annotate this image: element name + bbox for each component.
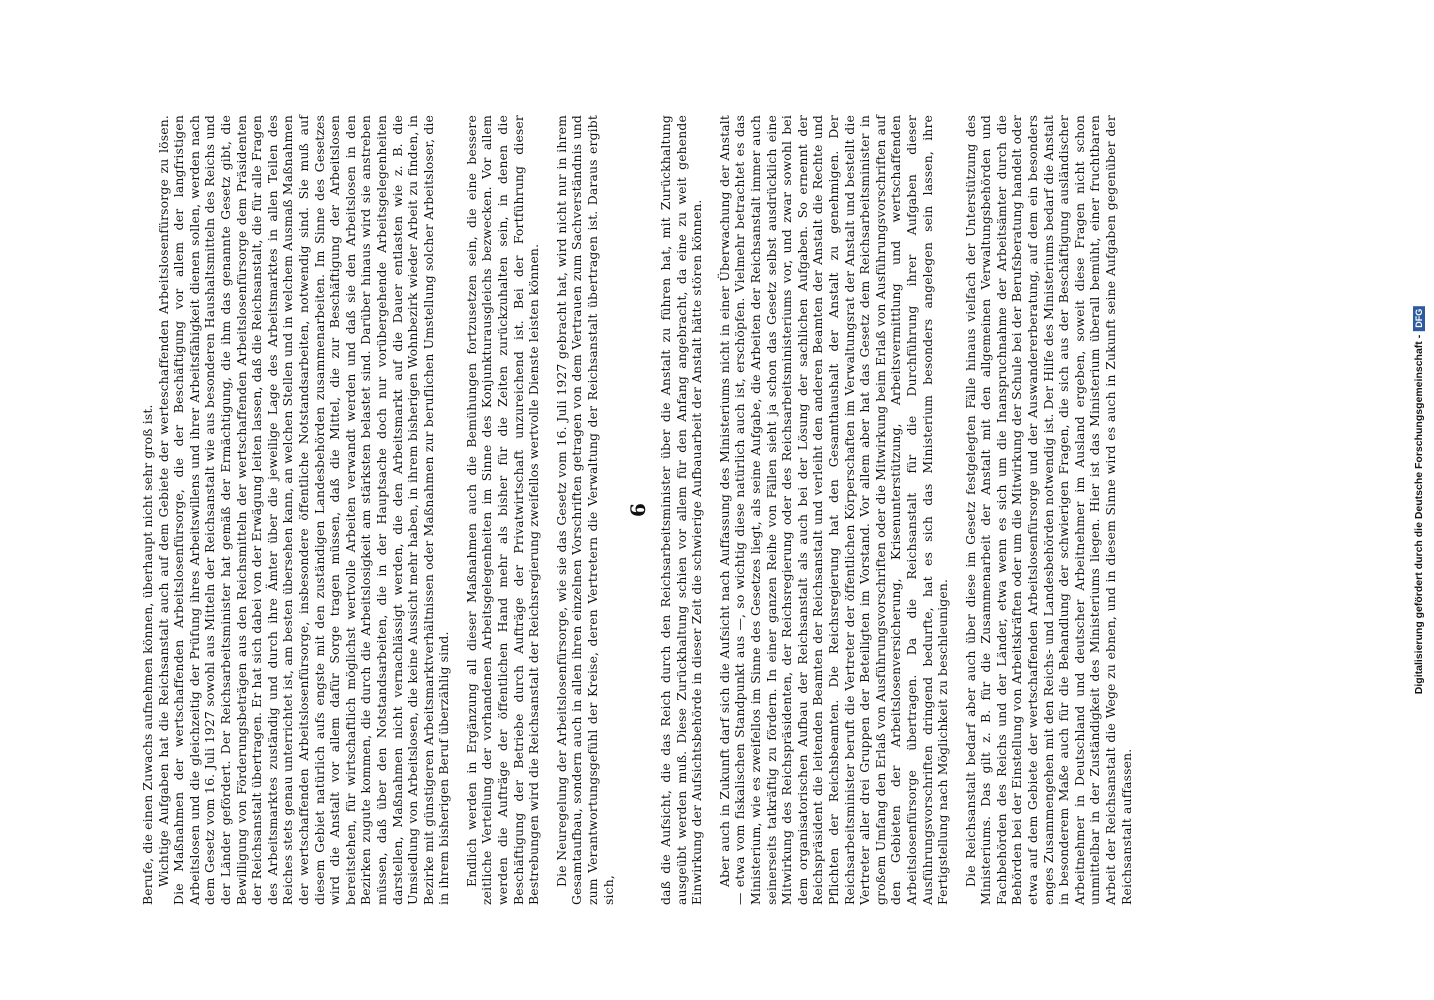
- paragraph: Aber auch in Zukunft darf sich die Aufsicht nach Auffassung des Ministeriums nicht in einer Überwachung der Anstalt — etwa vom fiskalischen Standpunkt aus —, so wichtig diese natürlich auch ist, erschöpfen. Vielmehr betrachtet es das Ministerium, wie es zweifellos im Sinne des Gesetzes liegt, als seine Aufgabe, die Arbeiten der Reichsanstalt immer auch seinerseits tatkräftig zu fördern. In einer ganzen Reihe von Fällen sieht ja schon das Gesetz selbst ausdrücklich eine Mitwirkung des Reichspräsidenten, der Reichsregierung oder des Reichsarbeitsministeriums vor, und zwar sowohl bei dem organisatorischen Aufbau der Reichsanstalt als auch bei der Lösung der sachlichen Aufgaben. So ernennt der Reichspräsident die leitenden Beamten der Reichsanstalt und verleiht den anderen Beamten der Anstalt die Rechte und Pflichten der Reichsbeamten. Die Reichsregierung hat den Gesamthaushalt der Anstalt zu genehmigen. Der Reichsarbeitsminister beruft die Vertreter der öffentlichen Körperschaften im Verwaltungsrat der Anstalt und bestellt die Vertreter aller drei Gruppen der Beteiligten im Vorstand. Vor allem aber hat das Gesetz dem Reichsarbeitsminister in großem Umfang den Erlaß von Ausführungsvorschriften oder die Mitwirkung beim Erlaß von Ausführungsvorschriften auf den Gebieten der Arbeitslosenversicherung, Krisenunterstützung, Arbeitsvermittlung und wertschaffenden Arbeitslosenfürsorge übertragen. Da die Reichsanstalt für die Durchführung ihrer Aufgaben dieser Ausführungsvorschriften dringend bedurfte, hat es sich das Ministerium besonders angelegen sein lassen, ihre Fertigstellung nach Möglichkeit zu beschleunigen.: [716, 115, 951, 905]
- upper-column: [140, 115, 616, 905]
- dfg-logo: DFG: [1413, 306, 1425, 331]
- digitization-credit: [1408, 8, 1430, 992]
- paragraph: Endlich werden in Ergänzung all dieser Maßnahmen auch die Bemühungen fortzusetzen sein, die eine bessere zeitliche Verteilung der vorhandenen Arbeitsgelegenheiten im Sinne des Konjunkturausgleichs bezwecken. Vor allem werden die Aufträge der öffentlichen Hand mehr als bisher für die Zeiten zurückzuhalten sein, in denen die Beschäftigung der Betriebe durch Aufträge der Privatwirtschaft unzureichend ist. Bei der Fortführung dieser Bestrebungen wird die Reichsanstalt der Reichsregierung zweifellos wertvolle Dienste leisten können.: [463, 115, 542, 905]
- digitization-credit-text: [1413, 306, 1425, 694]
- paragraph: Berufe, die einen Zuwachs aufnehmen können, überhaupt nicht sehr groß ist.: [140, 404, 155, 905]
- paragraph: Die Reichsanstalt bedarf aber auch über diese im Gesetz festgelegten Fälle hinaus vielfach der Unterstützung des Ministeriums. Das gilt z. B. für die Zusammenarbeit der Anstalt mit den allgemeinen Verwaltungsbehörden und Fachbehörden des Reichs und der Länder, etwa wenn es sich um die Inanspruchnahme der Arbeitsämter durch die Behörden bei der Einstellung von Arbeitskräften oder um die Mitwirkung der Schule bei der Berufsberatung handelt oder etwa auf dem Gebiete der wertschaffenden Arbeitslosenfürsorge und der Auswandererberatung, auf dem ein besonders enges Zusammengehen mit den Reichs- und Landesbehörden notwendig ist. Der Hilfe des Ministeriums bedarf die Anstalt in besonderem Maße auch für die Behandlung der schwierigen Fragen, die sich aus der Beschäftigung ausländischer Arbeitnehmer in Deutschland und deutscher Arbeitnehmer im Ausland ergeben, soweit diese Fragen nicht schon unmittelbar in der Zuständigkeit des Ministeriums liegen. Hier ist das Ministerium überall bemüht, einer fruchtbaren Arbeit der Reichsanstalt die Wege zu ebnen, und in diesem Sinne wird es auch in Zukunft seine Aufgaben gegenüber der Reichsanstalt auffassen.: [962, 115, 1134, 905]
- page-content: [132, 115, 1282, 905]
- document-page: [120, 0, 1290, 1000]
- credit-label: Digitalisierung gefördert durch die Deutsche Forschungsgemeinschaft -: [1413, 334, 1425, 695]
- lower-column: [658, 115, 1134, 905]
- page-number: 6: [626, 503, 650, 517]
- paragraph: Wichtige Aufgaben hat die Reichsanstalt auch auf dem Gebiete der werteschaffenden Arbeitslosenfürsorge zu lösen. Die Maßnahmen der wertschaffenden Arbeitslosenfürsorge, die der Beschäftigung vor allem der langfristigen Arbeitslosen und die gleichzeitig der Prüfung ihres Arbeitswillens und ihrer Arbeitsfähigkeit dienen sollen, werden nach dem Gesetz vom 16. Juli 1927 sowohl aus Mitteln der Reichsanstalt wie aus besonderen Haushaltsmitteln des Reichs und der Länder gefördert. Der Reichsarbeitsminister hat gemäß der Ermächtigung, die ihm das genannte Gesetz gibt, die Bewilligung von Förderungsbeträgen aus den Reichsmitteln der wertschaffenden Arbeitslosenfürsorge dem Präsidenten der Reichsanstalt übertragen. Er hat sich dabei von der Erwägung leiten lassen, daß die Reichsanstalt, die für alle Fragen des Arbeitsmarktes zuständig und durch ihre Ämter über die jeweilige Lage des Arbeitsmarktes in allen Teilen des Reiches stets genau unterrichtet ist, am besten übersehen kann, an welchen Stellen und in welchem Ausmaß Maßnahmen der wertschaffenden Arbeitslosenfürsorge, insbesondere öffentliche Notstandsarbeiten, notwendig sind. Sie muß auf diesem Gebiet natürlich aufs engste mit den zuständigen Landesbehörden zusammenarbeiten. Im Sinne des Gesetzes wird die Anstalt vor allem dafür Sorge tragen müssen, daß die Mittel, die zur Beschäftigung der Arbeitslosen bereitstehen, für wirtschaftlich möglichst wertvolle Arbeiten verwandt werden und daß sie den Arbeitslosen in den Bezirken zugute kommen, die durch die Arbeitslosigkeit am stärksten belastet sind. Darüber hinaus wird sie anstreben müssen, daß über den Notstandsarbeiten, die in der Hauptsache doch nur vorübergehende Arbeitsgelegenheiten darstellen, Maßnahmen nicht vernachlässigt werden, die den Arbeitsmarkt auf die Dauer entlasten wie z. B. die Umsiedlung von Arbeitslosen, die keine Aussicht mehr haben, in ihrem bisherigen Wohnbezirk wieder Arbeit zu finden, in Bezirke mit günstigeren Arbeitsmarktverhältnissen oder Maßnahmen zur beruflichen Umstellung solcher Arbeitsloser, die in ihrem bisherigen Beruf überzählig sind.: [155, 115, 452, 905]
- paragraph: Die Neuregelung der Arbeitslosenfürsorge, wie sie das Gesetz vom 16. Juli 1927 gebracht hat, wird nicht nur in ihrem Gesamtaufbau, sondern auch in allen ihren einzelnen Vorschriften getragen von dem Vertrauen zum Sachverständnis und zum Verantwortungsgefühl der Kreise, deren Vertretern die Verwaltung der Reichsanstalt übertragen ist. Daraus ergibt sich,: [553, 115, 616, 905]
- paragraph: daß die Aufsicht, die das Reich durch den Reichsarbeitsminister über die Anstalt zu führen hat, mit Zurückhaltung ausgeübt werden muß. Diese Zurückhaltung schien vor allem für den Anfang angebracht, da eine zu weit gehende Einwirkung der Aufsichtsbehörde in dieser Zeit die schwierige Aufbauarbeit der Anstalt hätte stören können.: [658, 115, 705, 905]
